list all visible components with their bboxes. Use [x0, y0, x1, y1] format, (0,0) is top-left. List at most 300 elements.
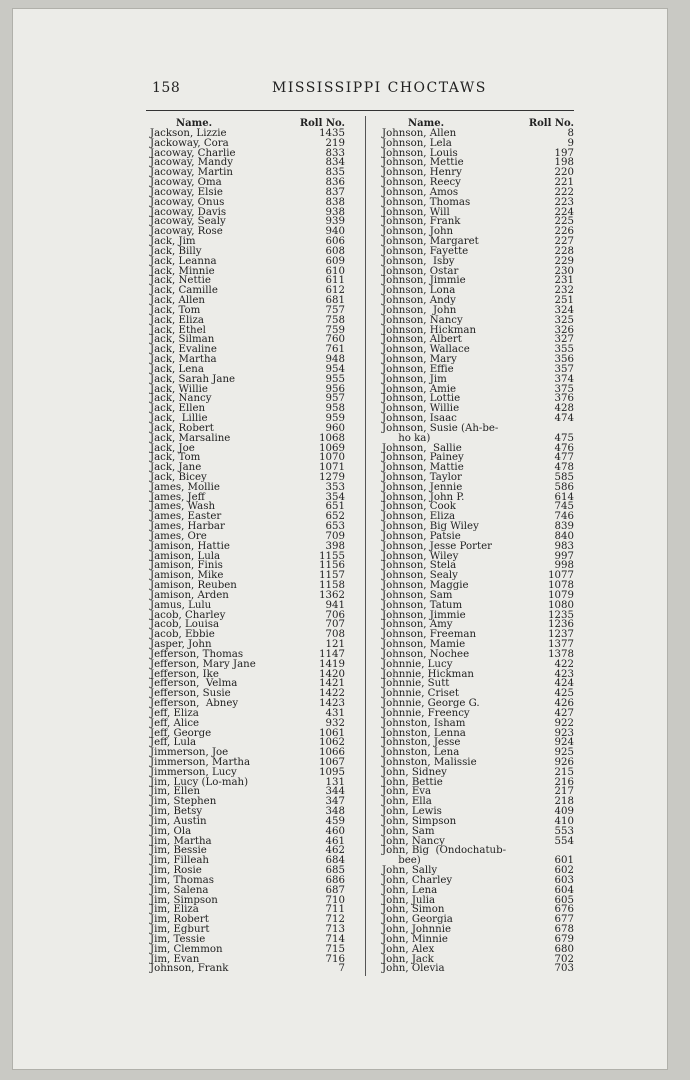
entry-roll-number: 960 [325, 422, 345, 434]
entry-roll-number: 686 [325, 874, 345, 886]
entry-roll-number: 1155 [319, 550, 345, 562]
entry-name: Jack, Evaline [150, 344, 217, 356]
entry-name: Jack, Bicey [150, 471, 207, 483]
entry-roll-number: 1068 [319, 432, 345, 444]
entry-roll-number: 707 [325, 619, 345, 631]
column-divider [365, 116, 366, 976]
entry-name: Jacob, Charley [150, 609, 226, 621]
entry-name: Johnston, Lenna [382, 727, 466, 739]
entry-roll-number: 922 [554, 717, 574, 729]
entry-roll-number: 1236 [548, 619, 574, 631]
entry-name: John, Bettie [382, 776, 443, 788]
entry-name: Jeff, Lula [150, 737, 197, 749]
entry-name: Jimmerson, Lucy [150, 766, 237, 778]
entry-name: Johnson, Jennie [382, 481, 463, 493]
entry-name: John, Lewis [382, 806, 442, 818]
entry-roll-number: 1095 [319, 766, 345, 778]
entry-roll-number: 709 [325, 530, 345, 542]
entry-roll-number: 344 [325, 786, 345, 798]
entry-name: Jacob, Louisa [150, 619, 220, 631]
entry-name: Johnson, Tatum [382, 599, 463, 611]
entry-roll-number: 708 [325, 629, 345, 641]
entry-name: John, Big (Ondochatub- [382, 845, 507, 857]
entry-name: Jack, Nettie [150, 275, 211, 287]
entry-name: Jim, Ellen [150, 786, 201, 798]
entry-roll-number: 837 [325, 186, 345, 198]
entry-roll-number: 222 [554, 186, 574, 198]
entry-name: Johnson, John [382, 226, 454, 238]
entry-name: Johnson, Jesse Porter [382, 540, 493, 552]
entry-name: Jim, Eliza [150, 904, 199, 916]
entry-roll-number: 1422 [319, 688, 345, 700]
entry-roll-number: 1061 [319, 727, 345, 739]
entry-name: Jim, Robert [150, 914, 209, 926]
entry-name: Jack, Willie [150, 383, 208, 395]
entry-name: Johnson, Isaac [382, 413, 457, 425]
entry-roll-number: 7 [338, 963, 345, 975]
entry-roll-number: 324 [554, 304, 574, 316]
entry-name: Johnson, Patsie [382, 530, 461, 542]
entry-roll-number: 833 [325, 147, 345, 159]
entry-roll-number: 219 [325, 137, 345, 149]
entry-name: Jamison, Lula [150, 550, 221, 562]
entry-roll-number: 1062 [319, 737, 345, 749]
entry-name: Johnnie, Sutt [382, 678, 450, 690]
entry-name: Johnson, Thomas [382, 196, 471, 208]
entry-name: Johnnie, Criset [382, 688, 459, 700]
entry-name: John, Jack [382, 953, 434, 965]
entry-roll-number: 220 [554, 167, 574, 179]
entry-name: Johnnie, Hickman [382, 668, 474, 680]
entry-row [382, 964, 574, 974]
entry-name: bee) [382, 855, 421, 867]
entry-roll-number: 554 [554, 835, 574, 847]
entry-name: Jack, Camille [150, 285, 218, 297]
entry-name: Jeff, Alice [150, 717, 200, 729]
entry-name: John, Charley [382, 874, 453, 886]
entry-name: John, Georgia [382, 914, 453, 926]
entry-name: Johnson, Maggie [382, 580, 469, 592]
entry-roll-number: 221 [554, 177, 574, 189]
entry-name: Jackoway, Cora [150, 137, 229, 149]
entry-roll-number: 357 [554, 363, 574, 375]
entry-name: Johnson, Jimmie [382, 609, 466, 621]
entry-name: Johnson, Sealy [382, 570, 458, 582]
entry-roll-number: 684 [325, 855, 345, 867]
entry-name: Johnson, Mary [382, 354, 457, 366]
entry-name: Jacoway, Mandy [150, 157, 234, 169]
entry-name: Jefferson, Ike [150, 668, 219, 680]
entry-name: Jim, Stephen [150, 796, 217, 808]
entry-name: Jack, Robert [150, 422, 214, 434]
entry-roll-number: 478 [554, 462, 574, 474]
entry-name: Johnson, Cook [382, 501, 456, 513]
entry-roll-number: 956 [325, 383, 345, 395]
entry-roll-number: 713 [325, 924, 345, 936]
entry-roll-number: 603 [554, 874, 574, 886]
entry-roll-number: 229 [554, 255, 574, 267]
entry-roll-number: 1235 [548, 609, 574, 621]
entry-name: Johnnie, George G. [382, 698, 480, 710]
entry-name: Johnson, Ostar [382, 265, 459, 277]
entry-roll-number: 423 [554, 668, 574, 680]
entry-name: Jim, Tessie [150, 933, 206, 945]
entry-name: John, Sally [382, 865, 438, 877]
entry-name: John, Nancy [382, 835, 445, 847]
entry-roll-number: 959 [325, 413, 345, 425]
entry-name: Jacob, Ebbie [150, 629, 215, 641]
entry-roll-number: 1378 [548, 648, 574, 660]
entry-roll-number: 711 [325, 904, 345, 916]
entry-name: Jamison, Hattie [150, 540, 230, 552]
entry-name: Johnson, Will [382, 206, 450, 218]
entry-roll-number: 353 [325, 481, 345, 493]
entry-roll-number: 948 [325, 354, 345, 366]
entry-roll-number: 680 [554, 943, 574, 955]
entry-name: Johnson, Sallie [382, 442, 462, 454]
entry-name: Johnson, Amie [382, 383, 457, 395]
entry-roll-number: 714 [325, 933, 345, 945]
name-header: Name. [176, 118, 213, 129]
entry-name: Johnson, Lela [382, 137, 452, 149]
entry-name: Jasper, John [150, 639, 212, 651]
entry-roll-number: 611 [325, 275, 345, 287]
header-rule [146, 110, 574, 111]
entry-roll-number: 232 [554, 285, 574, 297]
entry-name: Jim, Salena [150, 884, 209, 896]
entry-name: Jacoway, Rose [150, 226, 223, 238]
entry-roll-number: 218 [554, 796, 574, 808]
entry-name: Jim, Austin [150, 815, 207, 827]
entry-roll-number: 348 [325, 806, 345, 818]
name-header: Name. [408, 118, 445, 129]
entry-roll-number: 1069 [319, 442, 345, 454]
entry-name: Johnson, Wiley [382, 550, 459, 562]
entry-roll-number: 228 [554, 245, 574, 257]
entry-name: Johnston, Lena [382, 747, 460, 759]
entry-name: Johnson, Andy [382, 295, 456, 307]
entry-roll-number: 706 [325, 609, 345, 621]
entry-roll-number: 679 [554, 933, 574, 945]
entry-name: Jim, Rosie [150, 865, 202, 877]
page-number: 158 [152, 80, 181, 96]
entry-name: John, Julia [382, 894, 436, 906]
entry-roll-number: 477 [554, 452, 574, 464]
entry-name: Johnson, Amy [382, 619, 453, 631]
entry-name: John, Simpson [382, 815, 457, 827]
entry-roll-number: 940 [325, 226, 345, 238]
entry-name: ho ka) [382, 432, 431, 444]
entry-name: Jim, Martha [150, 835, 212, 847]
entry-roll-number: 327 [554, 334, 574, 346]
entry-name: Jamison, Mike [150, 570, 224, 582]
entry-roll-number: 1077 [548, 570, 574, 582]
entry-roll-number: 1147 [319, 648, 345, 660]
entry-roll-number: 251 [554, 295, 574, 307]
entry-name: Johnnie, Freency [382, 707, 470, 719]
page-header [0, 80, 690, 102]
entry-roll-number: 685 [325, 865, 345, 877]
entry-name: Johnson, Jimmie [382, 275, 466, 287]
entry-roll-number: 838 [325, 196, 345, 208]
entry-roll-number: 758 [325, 314, 345, 326]
entry-name: Jimmerson, Martha [150, 757, 251, 768]
entry-roll-number: 997 [554, 550, 574, 562]
entry-roll-number: 375 [554, 383, 574, 395]
entry-name: Jamison, Reuben [150, 580, 237, 592]
entry-name: Johnson, Allen [382, 128, 457, 139]
entry-roll-number: 610 [325, 265, 345, 277]
entry-roll-number: 354 [325, 491, 345, 503]
entry-name: Johnson, Effie [382, 363, 454, 375]
entry-name: Jim, Ola [150, 825, 192, 837]
entry-roll-number: 710 [325, 894, 345, 906]
entry-name: Jacoway, Martin [150, 167, 233, 179]
entry-roll-number: 1279 [319, 471, 345, 483]
entry-name: Jim, Filleah [150, 855, 209, 867]
entry-name: James, Easter [150, 511, 222, 523]
right-column [382, 118, 574, 974]
entry-roll-number: 431 [325, 707, 345, 719]
entry-roll-number: 227 [554, 236, 574, 248]
left-entries [150, 129, 345, 974]
entry-roll-number: 926 [554, 757, 574, 768]
entry-name: Johnson, Lona [382, 285, 456, 297]
entry-name: Johnnie, Lucy [382, 658, 453, 670]
entry-name: Johnson, Frank [382, 216, 461, 228]
entry-roll-number: 356 [554, 354, 574, 366]
entry-roll-number: 614 [554, 491, 574, 503]
entry-name: John, Eva [382, 786, 432, 798]
entry-roll-number: 676 [554, 904, 574, 916]
entry-roll-number: 1071 [319, 462, 345, 474]
entry-roll-number: 678 [554, 924, 574, 936]
roll-header: Roll No. [299, 118, 345, 129]
entry-roll-number: 954 [325, 363, 345, 375]
entry-name: Jamison, Arden [150, 589, 229, 601]
entry-name: Jeff, Eliza [150, 707, 199, 719]
entry-name: Jim, Thomas [150, 874, 214, 886]
entry-roll-number: 608 [325, 245, 345, 257]
entry-roll-number: 131 [325, 776, 345, 788]
entry-roll-number: 760 [325, 334, 345, 346]
entry-name: John, Lena [382, 884, 438, 896]
entry-roll-number: 121 [325, 639, 345, 651]
entry-name: Johnson, Freeman [382, 629, 477, 641]
entry-name: John, Sam [382, 825, 435, 837]
entry-roll-number: 1421 [319, 678, 345, 690]
entry-roll-number: 9 [567, 137, 574, 149]
right-entries [382, 129, 574, 974]
entry-name: Johnson, John P. [382, 491, 465, 503]
entry-name: Johnson, Sam [382, 589, 453, 601]
entry-name: Jack, Joe [150, 442, 195, 454]
entry-roll-number: 425 [554, 688, 574, 700]
entry-name: Johnson, Painey [382, 452, 464, 464]
entry-name: Johnson, John [382, 304, 457, 316]
entry-roll-number: 703 [554, 963, 574, 975]
entry-roll-number: 422 [554, 658, 574, 670]
entry-roll-number: 1080 [548, 599, 574, 611]
entry-roll-number: 716 [325, 953, 345, 965]
entry-name: Johnson, Hickman [382, 324, 477, 336]
entry-name: Johnson, Nochee [382, 648, 470, 660]
entry-roll-number: 216 [554, 776, 574, 788]
entry-name: Johnson, Lottie [382, 393, 461, 405]
entry-roll-number: 476 [554, 442, 574, 454]
entry-roll-number: 585 [554, 471, 574, 483]
entry-name: Johnson, Albert [382, 334, 462, 346]
entry-roll-number: 605 [554, 894, 574, 906]
entry-roll-number: 1377 [548, 639, 574, 651]
entry-roll-number: 840 [554, 530, 574, 542]
entry-name: John, Sidney [382, 766, 447, 778]
entry-roll-number: 932 [325, 717, 345, 729]
entry-roll-number: 612 [325, 285, 345, 297]
entry-roll-number: 746 [554, 511, 574, 523]
entry-roll-number: 460 [325, 825, 345, 837]
entry-name: Johnson, Mamie [382, 639, 466, 651]
entry-name: Jack, Allen [150, 295, 205, 307]
entry-name: Jack, Eliza [150, 314, 204, 326]
entry-name: Johnson, Willie [382, 403, 460, 415]
entry-name: Johnson, Reecy [382, 177, 461, 189]
entry-roll-number: 604 [554, 884, 574, 896]
entry-roll-number: 955 [325, 373, 345, 385]
entry-roll-number: 409 [554, 806, 574, 818]
entry-name: Johnson, Louis [382, 147, 458, 159]
entry-roll-number: 1078 [548, 580, 574, 592]
entry-name: John, Olevia [382, 963, 445, 975]
entry-name: John, Ella [382, 796, 432, 808]
entry-name: Johnston, Isham [382, 717, 466, 729]
entry-name: Jack, Jane [150, 462, 202, 474]
entry-name: John, Johnnie [382, 924, 452, 936]
entry-name: Johnson, Nancy [382, 314, 463, 326]
entry-roll-number: 553 [554, 825, 574, 837]
entry-roll-number: 198 [554, 157, 574, 169]
entry-roll-number: 834 [325, 157, 345, 169]
entry-name: Jimmerson, Joe [150, 747, 229, 759]
entry-name: Jacoway, Charlie [150, 147, 236, 159]
entry-roll-number: 374 [554, 373, 574, 385]
entry-name: Jim, Clemmon [150, 943, 223, 955]
entry-name: Johnson, Susie (Ah-be- [382, 422, 499, 434]
entry-name: Jefferson, Abney [150, 698, 239, 710]
entry-roll-number: 757 [325, 304, 345, 316]
entry-roll-number: 225 [554, 216, 574, 228]
entry-roll-number: 230 [554, 265, 574, 277]
roll-header: Roll No. [528, 118, 574, 129]
entry-name: Jack, Ethel [150, 324, 206, 336]
entry-roll-number: 224 [554, 206, 574, 218]
entry-name: Jefferson, Thomas [150, 648, 244, 660]
entry-roll-number: 1066 [319, 747, 345, 759]
entry-name: Johnson, Big Wiley [382, 521, 479, 533]
entry-roll-number: 1070 [319, 452, 345, 464]
entry-name: Jim, Evan [150, 953, 200, 965]
entry-roll-number: 1156 [319, 560, 345, 572]
entry-name: Jefferson, Susie [150, 688, 231, 700]
entry-roll-number: 474 [554, 413, 574, 425]
entry-name: Jeff, George [150, 727, 212, 739]
entry-roll-number: 197 [554, 147, 574, 159]
entry-name: Jack, Nancy [150, 393, 212, 405]
entry-roll-number: 983 [554, 540, 574, 552]
entry-roll-number: 1067 [319, 757, 345, 768]
entry-roll-number: 1362 [319, 589, 345, 601]
entry-name: James, Ore [150, 530, 207, 542]
entry-roll-number: 939 [325, 216, 345, 228]
entry-name: Johnston, Jesse [382, 737, 461, 749]
entry-roll-number: 462 [325, 845, 345, 857]
left-column [150, 118, 345, 974]
entry-roll-number: 924 [554, 737, 574, 749]
entry-name: Jefferson, Velma [150, 678, 238, 690]
entry-roll-number: 601 [554, 855, 574, 867]
entry-name: James, Mollie [150, 481, 220, 493]
entry-name: James, Jeff [150, 491, 205, 503]
entry-name: Jack, Martha [150, 354, 217, 366]
entry-name: James, Wash [150, 501, 215, 513]
entry-name: Jacoway, Oma [150, 177, 222, 189]
entry-roll-number: 761 [325, 344, 345, 356]
entry-name: Jack, Silman [150, 334, 215, 346]
entry-name: Jacoway, Onus [150, 196, 225, 208]
entry-name: Jack, Jim [150, 236, 196, 248]
entry-name: Johnston, Malissie [382, 757, 477, 768]
entry-roll-number: 702 [554, 953, 574, 965]
entry-roll-number: 326 [554, 324, 574, 336]
entry-roll-number: 606 [325, 236, 345, 248]
entry-roll-number: 653 [325, 521, 345, 533]
entry-roll-number: 835 [325, 167, 345, 179]
entry-name: Jacoway, Elsie [150, 186, 223, 198]
entry-roll-number: 998 [554, 560, 574, 572]
entry-roll-number: 958 [325, 403, 345, 415]
entry-name: Jack, Tom [150, 304, 201, 316]
entry-name: Johnson, Henry [382, 167, 462, 179]
entry-roll-number: 1419 [319, 658, 345, 670]
entry-name: Johnson, Margaret [382, 236, 479, 248]
entry-roll-number: 8 [567, 128, 574, 139]
entry-roll-number: 1420 [319, 668, 345, 680]
entry-roll-number: 217 [554, 786, 574, 798]
entry-roll-number: 938 [325, 206, 345, 218]
entry-name: Jacoway, Sealy [150, 216, 226, 228]
entry-roll-number: 1423 [319, 698, 345, 710]
entry-name: Jack, Sarah Jane [150, 373, 236, 385]
entry-roll-number: 923 [554, 727, 574, 739]
entry-name: Johnson, Jim [382, 373, 447, 385]
entry-name: Jamus, Lulu [150, 599, 212, 611]
entry-name: John, Simon [382, 904, 445, 916]
entry-roll-number: 609 [325, 255, 345, 267]
entry-name: Johnson, Amos [382, 186, 459, 198]
entry-name: Jack, Leanna [150, 255, 217, 267]
entry-roll-number: 681 [325, 295, 345, 307]
entry-name: Johnson, Frank [150, 963, 229, 975]
entry-name: Jamison, Finis [150, 560, 223, 572]
entry-name: Jacoway, Davis [150, 206, 227, 218]
entry-name: James, Harbar [150, 521, 225, 533]
entry-roll-number: 325 [554, 314, 574, 326]
entry-name: Jefferson, Mary Jane [150, 658, 256, 670]
entry-name: Jim, Simpson [150, 894, 218, 906]
entry-name: Johnson, Mettie [382, 157, 464, 169]
entry-roll-number: 226 [554, 226, 574, 238]
entry-name: Jim, Betsy [150, 806, 203, 818]
